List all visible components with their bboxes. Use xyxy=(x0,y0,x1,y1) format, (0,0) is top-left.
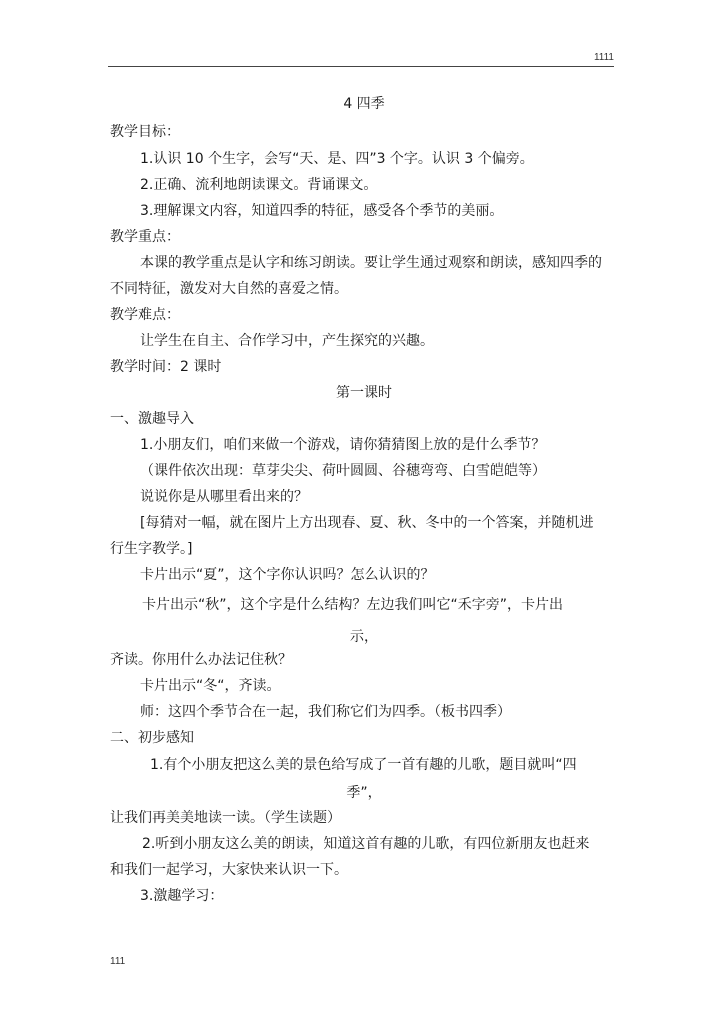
section-2-item-2-line-2: 和我们一起学习，大家快来认识一下。 xyxy=(110,862,348,878)
section-2-heading: 二、初步感知 xyxy=(110,730,194,746)
goals-heading: 教学目标： xyxy=(110,124,180,140)
key-paragraph-line-2: 不同特征，激发对大自然的喜爱之情。 xyxy=(110,281,348,297)
doc-title: 4 四季 xyxy=(343,96,385,112)
goal-2: 2.正确、流利地朗读课文。背诵课文。 xyxy=(140,177,378,193)
lesson-1-title: 第一课时 xyxy=(336,385,392,401)
section-1-item-1: 1.小朋友们，咱们来做一个游戏，请你猜猜图上放的是什么季节？ xyxy=(140,437,546,453)
section-1-card-autumn-line-3: 齐读。你用什么办法记住秋？ xyxy=(110,652,292,668)
goal-1: 1.认识 10 个生字，会写“天、是、四”3 个字。认识 3 个偏旁。 xyxy=(140,151,534,167)
key-heading: 教学重点： xyxy=(110,229,180,245)
section-2-item-1-line-2: 季”， xyxy=(346,785,382,801)
section-1-card-autumn-line-1: 卡片出示“秋”，这个字是什么结构？左边我们叫它“禾字旁”，卡片出 xyxy=(142,597,564,613)
section-1-card-summer: 卡片出示“夏”，这个字你认识吗？怎么认识的？ xyxy=(140,567,435,583)
header-rule xyxy=(108,66,614,67)
section-2-item-1-line-3: 让我们再美美地读一读。（学生读题） xyxy=(110,810,341,826)
key-paragraph-line-1: 本课的教学重点是认字和练习朗读。要让学生通过观察和朗读，感知四季的 xyxy=(140,255,602,271)
section-2-item-3: 3.激趣学习： xyxy=(140,888,224,904)
goal-3: 3.理解课文内容，知道四季的特征，感受各个季节的美丽。 xyxy=(140,203,504,219)
section-1-card-autumn-line-2: 示， xyxy=(350,629,378,645)
section-2-item-2-line-1: 2.听到小朋友这么美的朗读，知道这首有趣的儿歌，有四位新朋友也赶来 xyxy=(142,836,590,852)
section-1-bracket-note-line-2: 行生字教学。] xyxy=(110,541,193,557)
footer-page-number: 111 xyxy=(110,956,126,967)
difficulty-heading: 教学难点： xyxy=(110,307,180,323)
section-1-card-winter: 卡片出示“冬“，齐读。 xyxy=(140,678,281,694)
section-1-teacher-summary: 师：这四个季节合在一起，我们称它们为四季。（板书四季） xyxy=(140,704,511,720)
section-1-heading: 一、激趣导入 xyxy=(110,411,194,427)
section-1-question: 说说你是从哪里看出来的？ xyxy=(140,489,308,505)
difficulty-paragraph: 让学生在自主、合作学习中，产生探究的兴趣。 xyxy=(140,333,434,349)
teaching-time: 教学时间：2 课时 xyxy=(110,359,222,375)
header-page-number: 1111 xyxy=(593,52,614,63)
section-1-bracket-note-line-1: [每猜对一幅，就在图片上方出现春、夏、秋、冬中的一个答案，并随机进 xyxy=(140,515,594,531)
section-1-courseware-note: （课件依次出现：草芽尖尖、荷叶圆圆、谷穗弯弯、白雪皑皑等） xyxy=(140,463,546,479)
section-2-item-1-line-1: 1.有个小朋友把这么美的景色给写成了一首有趣的儿歌，题目就叫“四 xyxy=(150,757,577,773)
